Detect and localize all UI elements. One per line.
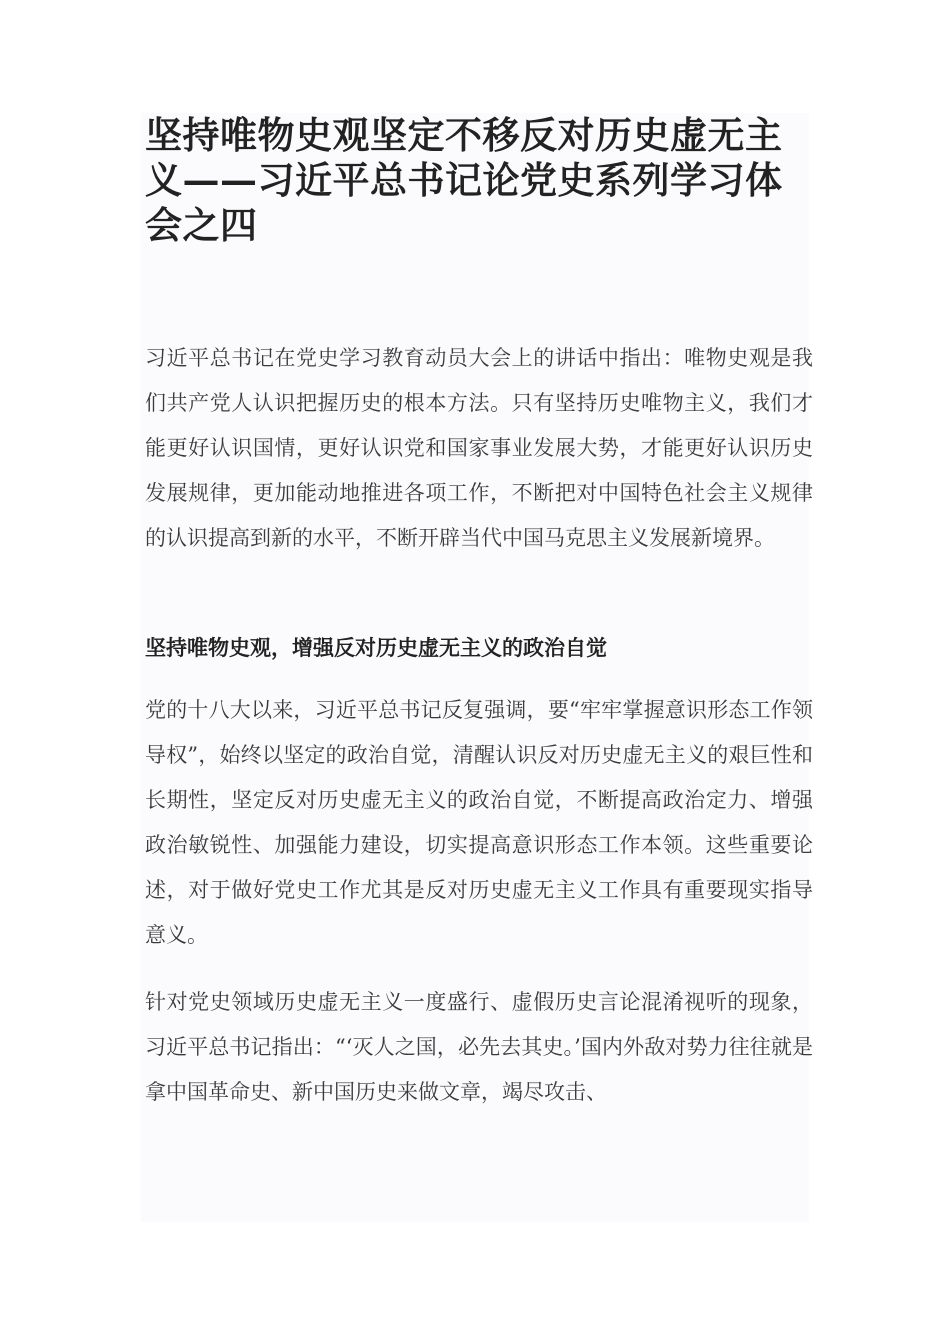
section-heading: 坚持唯物史观，增强反对历史虚无主义的政治自觉 <box>145 635 607 660</box>
article-paragraph: 针对党史领域历史虚无主义一度盛行、虚假历史言论混淆视听的现象，习近平总书记指出：“‘灭人之国，必先去其史。’国内外敌对势力往往就是拿中国革命史、新中国历史来做文章，竭尽攻击、 <box>145 990 813 1104</box>
article-title: 坚持唯物史观坚定不移反对历史虚无主义——习近平总书记论党史系列学习体会之四 <box>145 113 783 247</box>
article-container <box>141 113 813 1222</box>
article-paragraph: 党的十八大以来，习近平总书记反复强调，要“牢牢掌握意识形态工作领导权”，始终以坚定的政治自觉，清醒认识反对历史虚无主义的艰巨性和长期性，坚定反对历史虚无主义的政治自觉，不断提高政治定力、增强政治敏锐性、加强能力建设，切实提高意识形态工作本领。这些重要论述，对于做好党史工作尤其是反对历史虚无主义工作具有重要现实指导意义。 <box>145 698 813 947</box>
article-paragraph: 习近平总书记在党史学习教育动员大会上的讲话中指出：唯物史观是我们共产党人认识把握历史的根本方法。只有坚持历史唯物主义，我们才能更好认识国情，更好认识党和国家事业发展大势，才能更好认识历史发展规律，更加能动地推进各项工作，不断把对中国特色社会主义规律的认识提高到新的水平，不断开辟当代中国马克思主义发展新境界。 <box>145 346 813 550</box>
